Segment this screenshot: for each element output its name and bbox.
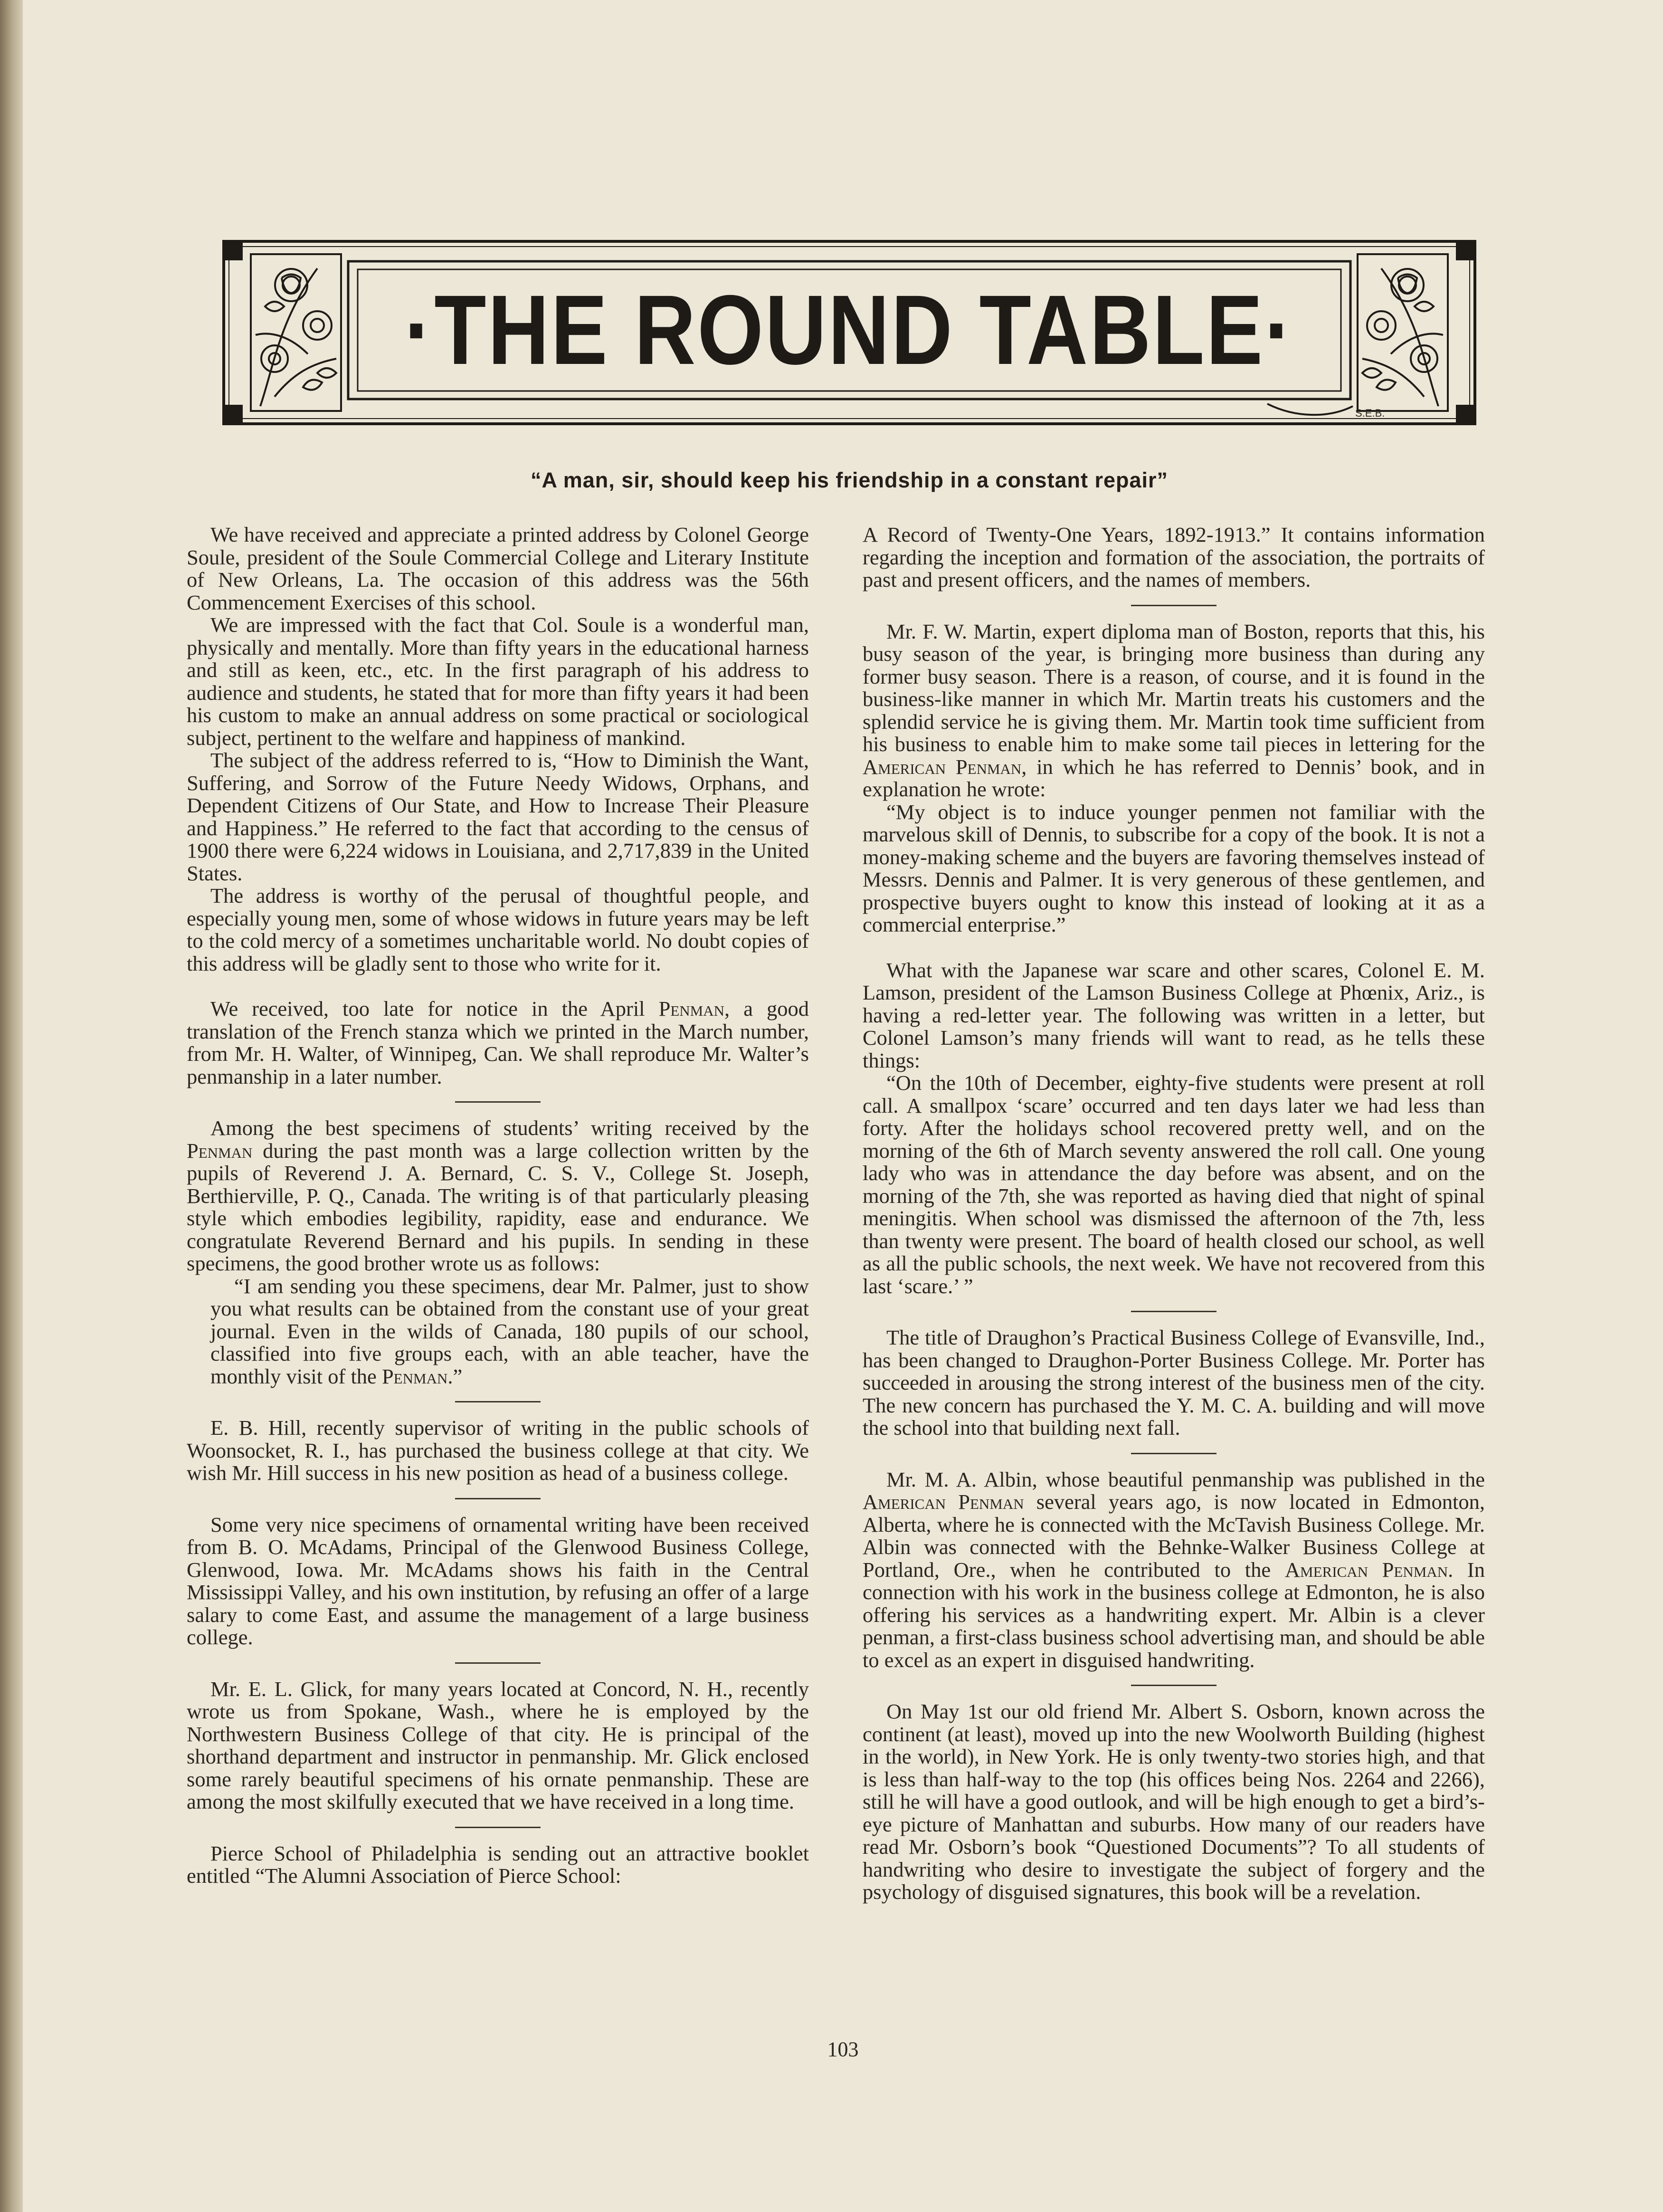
separator-rule: [1131, 1453, 1216, 1454]
separator-rule: [455, 1101, 541, 1103]
paragraph: Some very nice specimens of ornamental writing have been received from B. O. McAdams, Principal of the Glenwood Business College, Glenwood, Iowa. Mr. McAdams shows his faith in the Central Mississippi Valley, and his own institution, by refusing an offer of a large salary to come East, and assume the management of a large business college.: [187, 1512, 809, 1649]
artist-initials: S.E.B.: [1355, 407, 1385, 419]
banner-flourish: [1267, 404, 1353, 415]
paragraph: Pierce School of Philadelphia is sending out an attractive booklet entitled “The Alumni Association of Pierce School:: [187, 1841, 809, 1888]
journal-name: American Penman: [1284, 1557, 1448, 1582]
paragraph: The subject of the address referred to is, “How to Diminish the Want, Suffering, and Sorrow of the Future Needy Widows, Orphans, and Dependent Citizens of Our State, and How to Increase Their Pleasure and Happiness.” He referred to the fact that according to the census of 1900 there were 6,224 widows in Louisiana, and 2,717,839 in the United States.: [187, 748, 809, 885]
page-number: 103: [827, 2038, 859, 2061]
spacer: [187, 975, 809, 998]
paragraph: We received, too late for notice in the April Penman, a good translation of the French stanza which we printed in the March number, from Mr. H. Walter, of Winnipeg, Can. We shall reproduce Mr. Walter’s penmanship in a later number.: [187, 997, 809, 1088]
paragraph: We are impressed with the fact that Col. Soule is a wonderful man, physically and mentally. More than fifty years in the educational harness and still as keen, etc., etc. In the first paragraph of his address to audience and students, he stated that for more than fifty years it had been his custom to make an annual address on some practical or sociological subject, pertinent to the welfare and happiness of mankind.: [187, 613, 809, 750]
paragraph: Mr. E. L. Glick, for many years located at Concord, N. H., recently wrote us from Spokane, Wash., where he is employed by the Northwestern Business College of that city. He is principal of the shorthand department and instructor in penmanship. Mr. Glick enclosed some rarely beautiful specimens of his ornate penmanship. These are among the most skilfully executed that we have received in a long time.: [187, 1677, 809, 1813]
journal-name: Penman: [381, 1364, 448, 1388]
paragraph: What with the Japanese war scare and other scares, Colonel E. M. Lamson, president of the Lamson Business College at Phœnix, Ariz., is having a red-letter year. The following was written in a letter, but Colonel Lamson’s many friends will want to read, as he tells these things:: [863, 958, 1485, 1072]
paragraph: E. B. Hill, recently supervisor of writing in the public schools of Woonsocket, R. I., has purchased the business college at that city. We wish Mr. Hill success in his new position as head of a business college.: [187, 1416, 809, 1485]
right-column: [863, 524, 1485, 1904]
quoted-letter: “I am sending you these specimens, dear Mr. Palmer, just to show you what results can be obtained from the constant use of your great journal. Even in the wilds of Canada, 180 pupils of our school, classified into five groups each, with an able teacher, have the monthly visit of the Penman.”: [210, 1274, 809, 1388]
paragraph: A Record of Twenty-One Years, 1892-1913.” It contains information regarding the inception and formation of the association, the portraits of past and present officers, and the names of members.: [863, 523, 1485, 591]
separator-rule: [455, 1401, 541, 1402]
separator-rule: [1131, 1685, 1216, 1686]
separator-rule: [455, 1498, 541, 1499]
paragraph: Mr. M. A. Albin, whose beautiful penmanship was published in the American Penman several years ago, is now located in Edmonton, Alberta, where he is connected with the McTavish Business College. Mr. Albin was connected with the Behnke-Walker Business College at Portland, Ore., when he contributed to the American Penman. In connection with his work in the business college at Edmonton, he is also offering his services as a handwriting expert. Mr. Albin is a clever penman, a first-class business school advertising man, and should be able to excel as an expert in disguised handwriting.: [863, 1467, 1485, 1672]
separator-rule: [1131, 1311, 1216, 1312]
paragraph: Mr. F. W. Martin, expert diploma man of Boston, reports that this, his busy season of the year, is bringing more business than during any former busy season. There is a reason, of course, and it is found in the business-like manner in which Mr. Martin treats his customers and the splendid service he is giving them. Mr. Martin took time sufficient from his business to enable him to make some tail pieces in lettering for the American Penman, in which he has referred to Dennis’ book, and in explanation he wrote:: [863, 619, 1485, 801]
journal-name: American Penman: [863, 1490, 1024, 1514]
page: [23, 0, 1663, 2212]
journal-name: Penman: [187, 1138, 253, 1163]
book-binding-shadow: [0, 0, 23, 2212]
left-rose-ornament: [251, 254, 341, 411]
separator-rule: [455, 1662, 541, 1664]
right-rose-ornament: [1358, 254, 1448, 411]
spacer: [863, 936, 1485, 959]
journal-name: Penman: [658, 997, 725, 1020]
separator-rule: [1131, 605, 1216, 606]
journal-name: American Penman: [863, 754, 1022, 779]
paragraph: Among the best specimens of students’ writing received by the Penman during the past month was a large collection written by the pupils of Reverend J. A. Bernard, C. S. V., College St. Joseph, Berthierville, P. Q., Canada. The writing is of that particularly pleasing style which embodies legibility, rapidity, ease and endurance. We congratulate Reverend Bernard and his pupils. In sending in these specimens, the good brother wrote us as follows:: [187, 1116, 809, 1275]
separator-rule: [455, 1827, 541, 1828]
left-column: [187, 524, 809, 1888]
paragraph: The address is worthy of the perusal of thoughtful people, and especially young men, some of whose widows in future years may be left to the cold mercy of a sometimes uncharitable world. No doubt copies of this address will be gladly sent to those who write for it.: [187, 884, 809, 975]
quoted-letter: “My object is to induce younger penmen not familiar with the marvelous skill of Dennis, to subscribe for a copy of the book. It is not a money-making scheme and the buyers are favoring themselves instead of Messrs. Dennis and Palmer. It is very generous of these gentlemen, and prospective buyers ought to know this instead of looking at it as a commercial enterprise.”: [863, 800, 1485, 936]
header-banner: [222, 240, 1476, 425]
paragraph: On May 1st our old friend Mr. Albert S. Osborn, known across the continent (at least), moved up into the new Woolworth Building (highest in the world), in New York. He is only twenty-two stories high, and that is less than half-way to the top (his offices being Nos. 2264 and 2266), still he will have a good outlook, and will be high enough to get a bird’s-eye picture of Manhattan and suburbs. How many of our readers have read Mr. Osborn’s book “Questioned Documents”? To all students of handwriting who desire to investigate the subject of forgery and the psychology of disguised signatures, this book will be a revelation.: [863, 1699, 1485, 1904]
paragraph: We have received and appreciate a printed address by Colonel George Soule, president of the Soule Commercial College and Literary Institute of New Orleans, La. The occasion of this address was the 56th Commencement Exercises of this school.: [187, 523, 809, 614]
quoted-letter: “On the 10th of December, eighty-five students were present at roll call. A smallpox ‘scare’ occurred and ten days later we had less than forty. After the holidays school recovered pretty well, and on the morning of the 6th of March seventy answered the roll call. One young lady who was in attendance the day before was absent, and on the morning of the 7th, she was reported as having died that night of spinal meningitis. When school was dismissed the afternoon of the 7th, less than twenty were present. The board of health closed our school, as well as all the public schools, the next week. We have not recovered from this last ‘scare.’ ”: [863, 1071, 1485, 1298]
section-motto: “A man, sir, should keep his friendship in a constant repair”: [530, 468, 1169, 492]
section-title: ·THE ROUND TABLE·: [404, 275, 1294, 385]
paragraph: The title of Draughon’s Practical Business College of Evansville, Ind., has been changed to Draughon-Porter Business College. Mr. Porter has succeeded in arousing the strong interest of the business men of the city. The new concern has purchased the Y. M. C. A. building and will move the school into that building next fall.: [863, 1325, 1485, 1440]
